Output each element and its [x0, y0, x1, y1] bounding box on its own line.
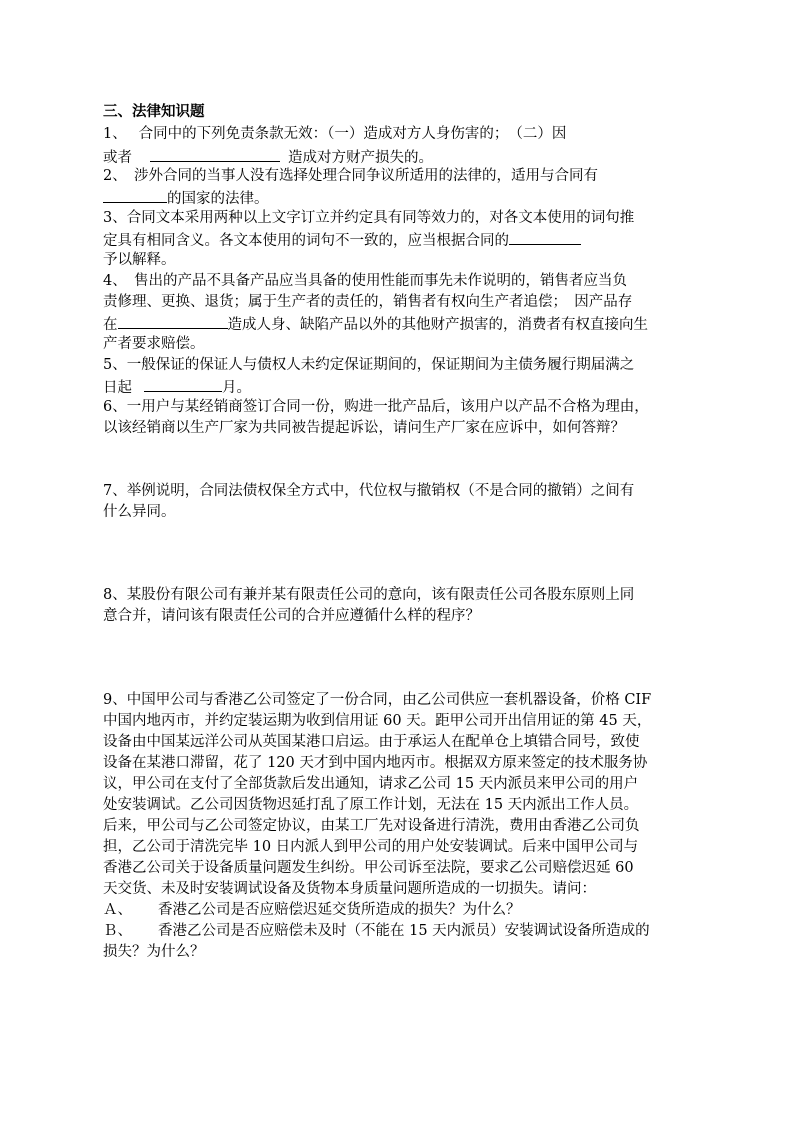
question-9-line: 香港乙公司关于设备质量问题发生纠纷。甲公司诉至法院，要求乙公司赔偿迟延 60 [103, 860, 634, 876]
question-9-line: 后来，甲公司与乙公司签定协议，由某工厂先对设备进行清洗，费用由香港乙公司负 [103, 818, 640, 834]
question-1-text-b: 造成对方财产损失的。 [288, 150, 433, 166]
question-1-text-a: 或者 [103, 150, 132, 166]
question-9-sub-a [103, 900, 693, 920]
question-2-blank [103, 187, 167, 203]
question-5-blank [144, 376, 222, 392]
question-4-line-3 [103, 313, 693, 335]
question-4-line-1: 4、 售出的产品不具备产品应当具备的使用性能而事先未作说明的，销售者应当负 [103, 273, 627, 289]
question-5-line-2 [103, 376, 693, 398]
question-8-line-2: 意合并，请问该有限责任公司的合并应遵循什么样的程序？ [103, 608, 480, 624]
question-8-line-1: 8、某股份有限公司有兼并某有限责任公司的意向，该有限责任公司各股东原则上同 [103, 587, 635, 603]
question-2-line-1: 2、 涉外合同的当事人没有选择处理合同争议所适用的法律的，适用与合同有 [103, 168, 598, 184]
question-9-line: 议，甲公司在支付了全部货款后发出通知，请求乙公司 15 天内派员来甲公司的用户 [103, 776, 639, 792]
question-9-line: 9、中国甲公司与香港乙公司签定了一份合同，由乙公司供应一套机器设备，价格 CIF [103, 692, 652, 708]
question-4-text-a: 在 [103, 317, 118, 333]
question-9-line: 处安装调试。乙公司因货物迟延打乱了原工作计划，无法在 15 天内派出工作人员。 [103, 797, 639, 813]
question-9-line: 天交货、未及时安装调试设备及货物本身质量问题所造成的一切损失。请问： [103, 881, 596, 897]
question-9-sub-b [103, 921, 693, 941]
question-6-line-2: 以该经销商以生产厂家为共同被告提起诉讼，请问生产厂家在应诉中，如何答辩？ [103, 420, 625, 436]
question-4-line-4: 产者要求赔偿。 [103, 336, 205, 352]
question-4-blank [118, 313, 228, 329]
question-7-line-1: 7、举例说明，合同法债权保全方式中，代位权与撤销权（不是合同的撤销）之间有 [103, 483, 635, 499]
question-9-line: 设备由中国某远洋公司从英国某港口启运。由于承运人在配单仓上填错合同号，致使 [103, 734, 640, 750]
question-9-line: 中国内地丙市，并约定装运期为收到信用证 60 天。距甲公司开出信用证的第 45 天， [103, 713, 652, 729]
question-7-line-2: 什么异同。 [103, 504, 176, 520]
question-1-blank [150, 146, 280, 162]
question-6-line-1: 6、一用户与某经销商签订合同一份，购进一批产品后，该用户以产品不合格为理由， [103, 399, 649, 415]
sub-a-label: Ａ、 [103, 902, 132, 918]
question-3-line-2 [103, 229, 693, 251]
question-2-text-b: 的国家的法律。 [167, 191, 269, 207]
question-1-line-2 [103, 146, 693, 168]
question-3-text: 定具有相同含义。各文本使用的词句不一致的，应当根据合同的 [103, 233, 509, 249]
question-5-text-a: 日起 [103, 380, 132, 396]
question-3-line-1: 3、合同文本采用两种以上文字订立并约定具有同等效力的，对各文本使用的词句推 [103, 210, 635, 226]
question-9-line: 设备在某港口滞留，花了 120 天才到中国内地丙市。根据双方原来签定的技术服务协 [103, 755, 648, 771]
question-3-line-3: 予以解释。 [103, 252, 176, 268]
question-5-line-1: 5、一般保证的保证人与债权人未约定保证期间的，保证期间为主债务履行期届满之 [103, 357, 635, 373]
question-4-line-2: 责修理、更换、退货；属于生产者的责任的，销售者有权向生产者追偿； 因产品存 [103, 294, 633, 310]
sub-b-text: 香港乙公司是否应赔偿未及时（不能在 15 天内派员）安装调试设备所造成的 [158, 923, 650, 939]
sub-a-text: 香港乙公司是否应赔偿迟延交货所造成的损失？为什么？ [158, 902, 521, 918]
question-1-line-1: 1、 合同中的下列免责条款无效：（一）造成对方人身伤害的； （二）因 [103, 126, 567, 142]
question-5-text-b: 月。 [222, 380, 251, 396]
question-3-blank [509, 229, 581, 245]
sub-b-label: Ｂ、 [103, 923, 132, 939]
question-4-text-b: 造成人身、缺陷产品以外的其他财产损害的，消费者有权直接向生 [227, 317, 648, 333]
question-9-sub-b-line-2: 损失？为什么？ [103, 944, 205, 960]
section-title: 三、法律知识题 [103, 103, 205, 120]
question-9-line: 担，乙公司于清洗完毕 10 日内派人到甲公司的用户处安装调试。后来中国甲公司与 [103, 839, 639, 855]
question-2-line-2 [103, 187, 693, 209]
